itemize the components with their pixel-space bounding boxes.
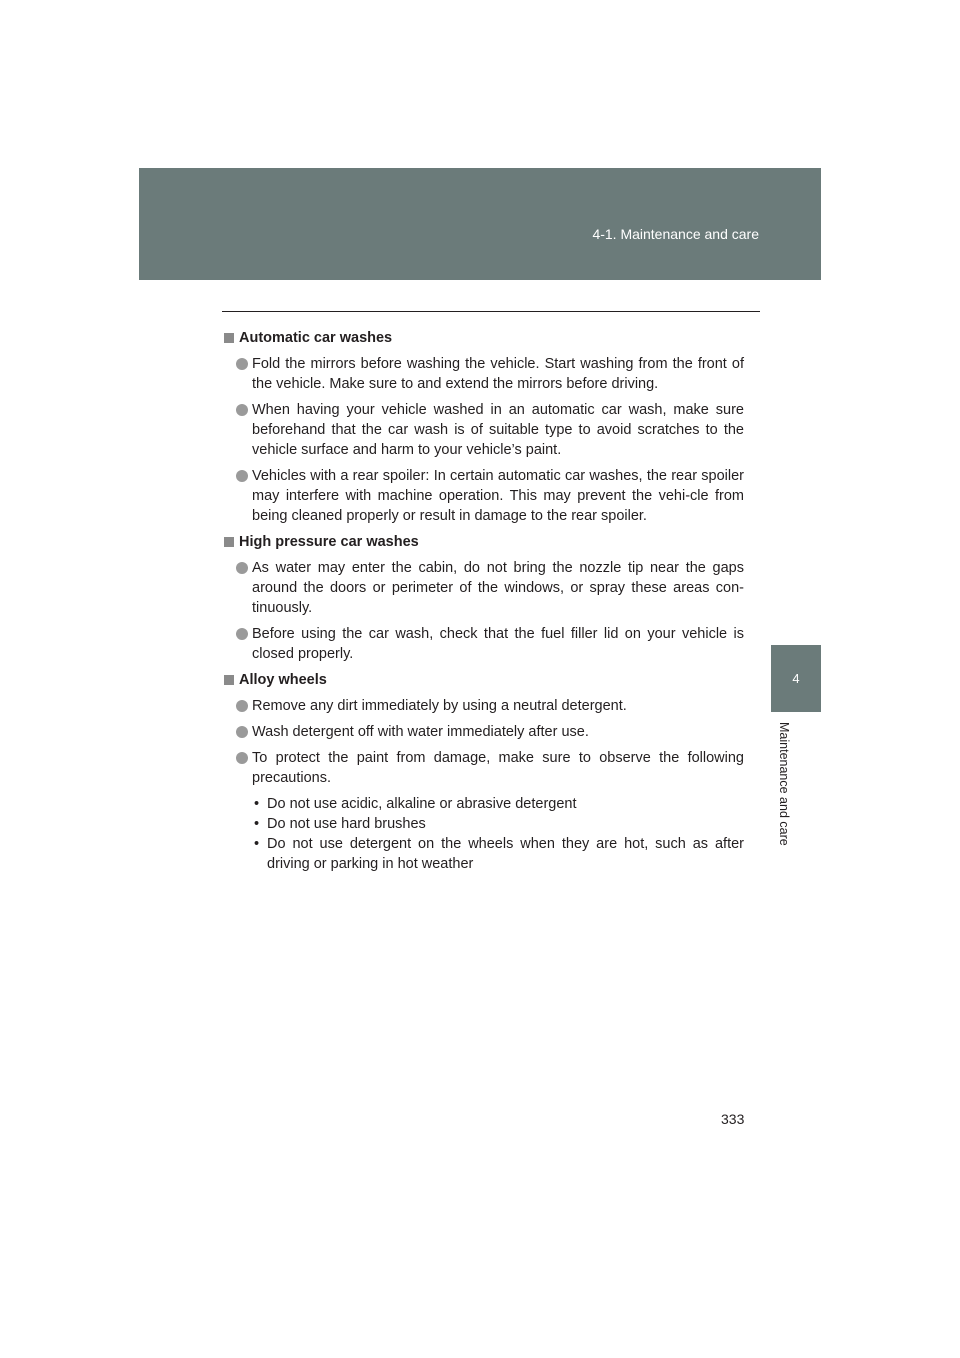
bullet-icon: • <box>254 836 260 852</box>
square-bullet-icon <box>224 333 234 343</box>
chapter-label: Maintenance and care <box>777 722 791 846</box>
precaution-text: Do not use acidic, alkaline or abrasive detergent <box>267 796 577 812</box>
content <box>224 328 744 880</box>
list-item <box>224 722 744 742</box>
section-automatic-car-washes <box>224 328 744 526</box>
list-item <box>224 400 744 460</box>
section-heading-text: High pressure car washes <box>239 534 419 550</box>
list-item <box>224 466 744 526</box>
circle-bullet-icon <box>236 700 248 712</box>
section-heading <box>224 532 744 552</box>
list-item-text: Fold the mirrors before washing the vehicle. Start washing from the front of the vehicle. Make sure to and extend the mirrors before driving. <box>252 356 744 392</box>
precaution-text: Do not use detergent on the wheels when they are hot, such as after driving or parking in hot weather <box>267 836 744 872</box>
square-bullet-icon <box>224 537 234 547</box>
section-high-pressure-car-washes <box>224 532 744 664</box>
list-item <box>224 558 744 618</box>
list-item-text: As water may enter the cabin, do not bring the nozzle tip near the gaps around the doors or perimeter of the windows, or spray these areas con-tinuously. <box>252 560 744 616</box>
page-number: 333 <box>721 1111 745 1127</box>
chapter-tab: 4 <box>771 645 821 712</box>
list-item <box>224 624 744 664</box>
section-title: 4-1. Maintenance and care <box>592 226 759 242</box>
list-item-text: Remove any dirt immediately by using a neutral detergent. <box>252 698 627 714</box>
section-heading <box>224 670 744 690</box>
list-item <box>224 748 744 874</box>
precaution-item <box>252 794 744 814</box>
circle-bullet-icon <box>236 404 248 416</box>
list-item-text: Wash detergent off with water immediately after use. <box>252 724 589 740</box>
header-band <box>139 168 821 280</box>
circle-bullet-icon <box>236 562 248 574</box>
list-item-text: Vehicles with a rear spoiler: In certain automatic car washes, the rear spoiler may interfere with machine operation. This may prevent the vehi-cle from being cleaned properly or result in damage to the rear spoiler. <box>252 468 744 524</box>
list-item <box>224 696 744 716</box>
divider-rule <box>222 311 760 312</box>
section-heading-text: Automatic car washes <box>239 330 393 346</box>
precaution-list <box>252 794 744 874</box>
circle-bullet-icon <box>236 628 248 640</box>
section-heading-text: Alloy wheels <box>239 672 327 688</box>
circle-bullet-icon <box>236 470 248 482</box>
square-bullet-icon <box>224 675 234 685</box>
circle-bullet-icon <box>236 752 248 764</box>
list-item <box>224 354 744 394</box>
list-item-text: When having your vehicle washed in an automatic car wash, make sure beforehand that the car wash is of suitable type to avoid scratches to the vehicle surface and harm to your vehicle’s paint. <box>252 402 744 458</box>
precaution-item <box>252 834 744 874</box>
bullet-icon: • <box>254 796 260 812</box>
list-item-text: Before using the car wash, check that the fuel filler lid on your vehicle is closed properly. <box>252 626 744 662</box>
circle-bullet-icon <box>236 726 248 738</box>
bullet-icon: • <box>254 816 260 832</box>
precaution-text: Do not use hard brushes <box>267 816 426 832</box>
section-alloy-wheels <box>224 670 744 874</box>
circle-bullet-icon <box>236 358 248 370</box>
list-item-text: To protect the paint from damage, make sure to observe the following precautions. <box>252 750 744 786</box>
section-heading <box>224 328 744 348</box>
precaution-item <box>252 814 744 834</box>
